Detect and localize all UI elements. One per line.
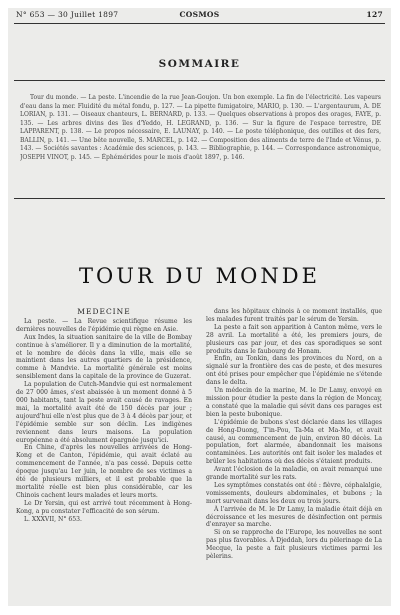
- header-rule: [14, 23, 385, 24]
- article-paragraph: À l'arrivée de M. le Dr Lamy, la maladie était déjà en décroissance et les mesures de désinfection ont permis d'enrayer sa marche.: [206, 505, 382, 529]
- article-paragraph: Le Dr Yersin, qui est arrivé tout récemment à Hong-Kong, a pu constater l'efficacité de son sérum.: [16, 499, 192, 515]
- article-paragraph: Avant l'éclosion de la maladie, on avait remarqué une grande mortalité sur les rats.: [206, 466, 382, 482]
- article-paragraph: Si on se rapproche de l'Europe, les nouvelles ne sont pas plus favorables. À Djeddah, lors du pèlerinage de La Mecque, la peste a fait plusieurs victimes parmi les pèlerins.: [206, 529, 382, 561]
- sommaire-contents: Tour du monde. — La peste. L'incendie de la rue Jean-Goujon. Un bon exemple. La fin de l'électricité. Les vapeurs d'eau dans la mer. Fluidité du métal fondu, p. 127. — La pipette fumigatoire, MARIO, p. 130. — L'argentaurum, A. DE LORIAN, p. 131. — Oiseaux chanteurs, L. BERNARD, p. 133. — Quelques observations à propos des orages, FAYE, p. 135. — Les arbres divins des îles d'Yeddo, H. LEGRAND, p. 136. — Sur la figure de l'espace terrestre, DE LAPPARENT, p. 138. — Le propos nécessaire, E. LAUNAY, p. 140. — Le poste téléphonique, des outilles et des fers, BALLIN, p. 141. — Une bête nouvelle, S. MARCEL, p. 142. — Composition des aliments de terre de l'Inde et Vénus, p. 143. — Sociétés savantes : Académie des sciences, p. 143. — Bibliographie, p. 144. — Correspondance astronomique, JOSEPH VINOT, p. 145. — Éphémérides pour le mois d'août 1897, p. 146.: [20, 94, 381, 161]
- sommaire-rule-bottom: [14, 198, 385, 199]
- article-paragraph: En Chine, d'après les nouvelles arrivées de Hong-Kong et de Canton, l'épidémie, qui avait éclaté au commencement de l'année, n'a pas cessé. Depuis cette époque jusqu'au 1er juin, le nombre de ses victimes a été de plusieurs milliers, et il est probable que la mortalité réelle est bien plus considérable, car les Chinois cachent leurs malades et leurs morts.: [16, 444, 192, 499]
- article-paragraph: Enfin, au Tonkin, dans les provinces du Nord, on a signalé sur la frontière des cas de peste, et des mesures ont été prises pour empêcher que l'épidémie ne s'étende dans le delta.: [206, 355, 382, 387]
- article-paragraph: Aux Indes, la situation sanitaire de la ville de Bombay continue à s'améliorer. Il y a diminution de la mortalité, et le nombre de décès dans la ville, mais elle se maintient dans les autres quartiers de la présidence, comme à Mandvie. La mortalité générale est moins sensiblement dans la capitale de la province de Guzerat.: [16, 333, 192, 381]
- article-subheading: MÉDECINE: [77, 308, 131, 316]
- journal-page: [8, 8, 391, 606]
- sommaire-rule-top: [14, 80, 385, 81]
- article-column-right: [206, 308, 382, 598]
- running-head: [16, 10, 383, 22]
- issue-number: N° 653 — 30 Juillet 1897: [16, 10, 119, 19]
- section-title: TOUR DU MONDE: [79, 264, 320, 288]
- journal-title: COSMOS: [179, 10, 220, 19]
- article-paragraph: dans les hôpitaux chinois à ce moment installés, que les malades furent traités par le sérum de Yersin.: [206, 308, 382, 323]
- article-paragraph: Les symptômes constatés ont été : fièvre, céphalalgie, vomissements, douleurs abdominales, et bubons ; la mort survenait dans les deux ou trois jours.: [206, 481, 382, 505]
- article-paragraph: La population de Cutch-Mandvie qui est normalement de 27 000 âmes, s'est abaissée à un moment donné à 5 000 habitants, tant la peste avait causé de ravages. En mai, la mortalité avait été de 150 décès par jour ; aujourd'hui elle n'est plus que de 3 à 4 décès par jour, et l'épidémie semble sur son déclin. Les indigènes reviennent dans leurs maisons. La population européenne a été absolument épargnée jusqu'ici.: [16, 381, 192, 444]
- article-paragraph: La peste a fait son apparition à Canton même, vers le 28 avril. La mortalité a été, les premiers jours, de plusieurs cas par jour, et des cas sporadiques se sont produits dans le faubourg de Honam.: [206, 323, 382, 355]
- article-column-left: [16, 308, 192, 598]
- article-paragraph: L. XXXVII, N° 653.: [24, 515, 82, 523]
- page-number: 127: [366, 10, 383, 19]
- article-paragraph: Un médecin de la marine, M. le Dr Lamy, envoyé en mission pour étudier la peste dans la région de Moncay, a constaté que la maladie qui sévit dans ces parages est bien la peste bubonique.: [206, 387, 382, 418]
- article-paragraph: La peste. — La Revue scientifique résume les dernières nouvelles de l'épidémie qui règne en Asie.: [16, 317, 192, 333]
- article-paragraph: L'épidémie de bubons s'est déclarée dans les villages de Hong-Duong, T'in-Pou, Ta-Ma et Ma-Mo, et avait causé, au commencement de juin, environ 80 décès. La population, fort alarmée, abandonnait les maisons contaminées. Les autorités ont fait isoler les malades et brûler les habitations où des décès s'étaient produits.: [206, 418, 382, 466]
- sommaire-heading: SOMMAIRE: [158, 58, 241, 70]
